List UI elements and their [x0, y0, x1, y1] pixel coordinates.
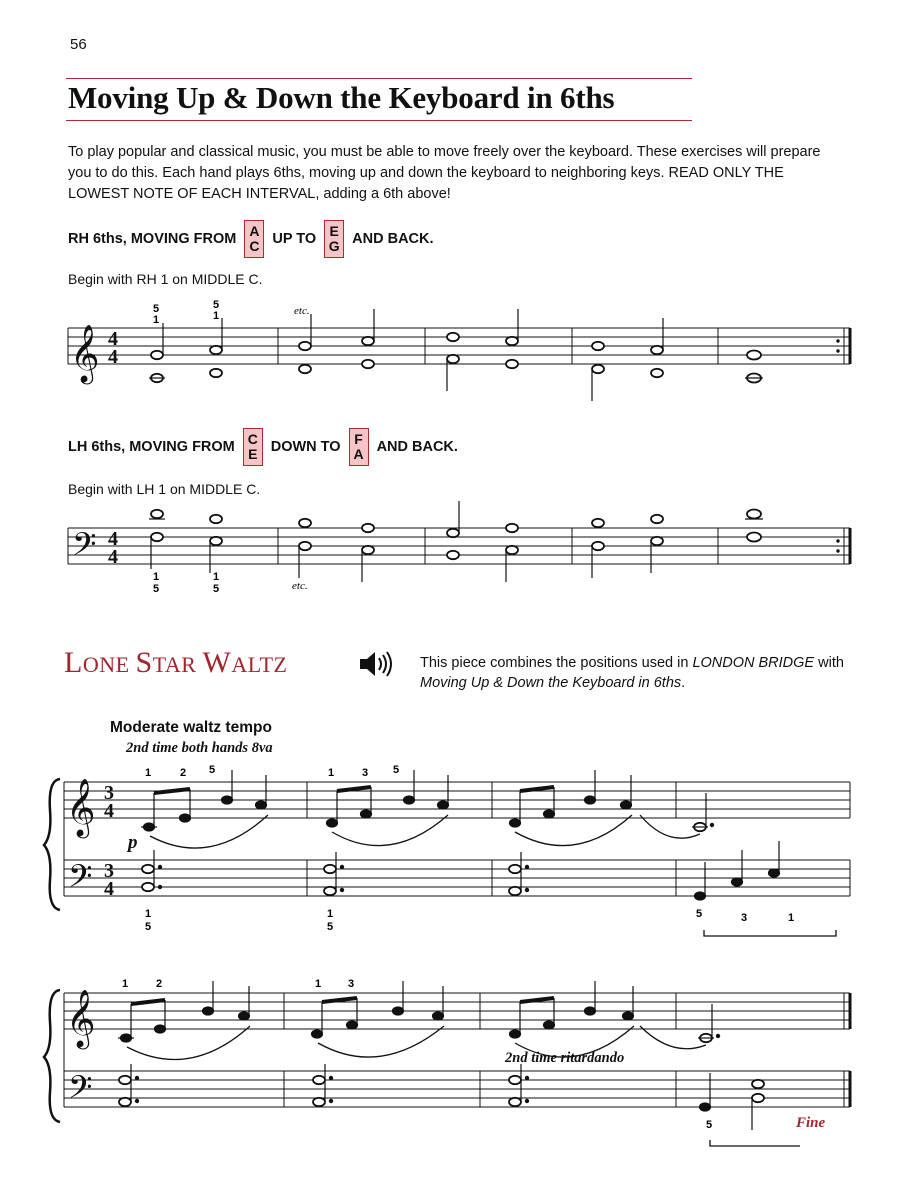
lh-label-end: AND BACK. — [376, 439, 458, 455]
w1-lh-finger-2: 5 — [145, 921, 152, 933]
octave-instruction: 2nd time both hands 8va — [126, 740, 273, 756]
rh-label-end: AND BACK. — [352, 231, 434, 247]
lh-begin-instruction: Begin with LH 1 on MIDDLE C. — [68, 481, 261, 497]
waltz-desc-part2: with — [814, 655, 844, 671]
waltz-title-l: L — [64, 646, 83, 679]
waltz-title-s: S — [135, 646, 153, 679]
ritardando-instruction: 2nd time ritardando — [505, 1050, 625, 1066]
lh-finger-4: 5 — [213, 583, 220, 595]
lh-label-start: LH 6ths, MOVING FROM — [68, 439, 235, 455]
waltz-rh-time-top: 3 — [104, 782, 114, 804]
w1-lh-finger-5: 5 — [696, 908, 703, 920]
rh-finger-4: 1 — [213, 310, 220, 322]
rh-to-top: E — [329, 223, 339, 239]
w1-rh-finger-6: 5 — [393, 764, 400, 776]
waltz-desc-moving: Moving Up & Down the Keyboard in 6ths — [420, 675, 682, 691]
lh-to-top: F — [354, 431, 363, 447]
w2-rh-finger-4: 3 — [348, 978, 355, 990]
rh-exercise-notes — [151, 333, 761, 383]
lh-from-top: C — [247, 431, 258, 447]
w1-rh-finger-2: 2 — [180, 767, 187, 779]
waltz2-bass-clef-icon: 𝄢 — [68, 1069, 93, 1113]
w1-rh-finger-4: 1 — [328, 767, 335, 779]
rh-label-start: RH 6ths, MOVING FROM — [68, 231, 237, 247]
rh-time-bottom: 4 — [108, 346, 118, 368]
waltz-desc-london-bridge: LONDON BRIDGE — [692, 655, 815, 671]
lh-from-bottom: E — [248, 446, 258, 462]
rh-begin-instruction: Begin with RH 1 on MIDDLE C. — [68, 271, 263, 287]
rh-finger-1: 5 — [153, 303, 160, 315]
page-title: Moving Up & Down the Keyboard in 6ths — [68, 80, 615, 115]
w1-lh-finger-7: 1 — [788, 912, 795, 924]
tempo-marking: Moderate waltz tempo — [110, 719, 272, 736]
rh-from-top: A — [249, 223, 260, 239]
waltz2-treble-clef-icon: 𝄞 — [66, 989, 96, 1047]
lh-finger-1: 1 — [153, 571, 160, 583]
rh-finger-3: 5 — [213, 299, 220, 311]
treble-clef-icon: 𝄞 — [70, 324, 100, 382]
w1-lh-finger-1: 1 — [145, 908, 152, 920]
w2-rh-finger-2: 2 — [156, 978, 163, 990]
waltz-rh-time-bottom: 4 — [104, 800, 114, 822]
waltz-lh-time-bottom: 4 — [104, 878, 114, 900]
lh-time-bottom: 4 — [108, 546, 118, 568]
rh-label-mid: UP TO — [272, 231, 317, 247]
lh-to-bottom: A — [353, 446, 364, 462]
lh-label-mid: DOWN TO — [270, 439, 341, 455]
w2-rh-finger-1: 1 — [122, 978, 129, 990]
w2-lh-finger-1: 5 — [706, 1119, 713, 1131]
page-number: 56 — [70, 36, 87, 53]
rh-etc: etc. — [294, 305, 310, 317]
w1-lh-finger-4: 5 — [327, 921, 334, 933]
waltz-desc-part1: This piece combines the positions used in — [420, 655, 693, 671]
w1-lh-finger-6: 3 — [741, 912, 748, 924]
intro-paragraph: To play popular and classical music, you must be able to move freely over the keyboard. These exercises will prepare you to do this. Each hand plays 6ths, moving up and down the keyboard to neighboring keys. READ ONLY THE LOWEST NOTE OF EACH INTERVAL, adding a 6th above! — [68, 144, 821, 202]
rh-time-top: 4 — [108, 328, 118, 350]
lh-finger-3: 1 — [213, 571, 220, 583]
dynamic-piano: p — [128, 832, 138, 853]
lh-time-top: 4 — [108, 528, 118, 550]
w1-lh-finger-3: 1 — [327, 908, 334, 920]
w1-rh-finger-1: 1 — [145, 767, 152, 779]
w1-rh-finger-3: 5 — [209, 764, 216, 776]
rh-from-bottom: C — [249, 238, 260, 254]
w1-rh-finger-5: 3 — [362, 767, 369, 779]
fine-marking: Fine — [796, 1115, 826, 1131]
waltz-system-1 — [44, 779, 850, 910]
waltz-treble-clef-icon: 𝄞 — [66, 778, 96, 836]
waltz-title-w: W — [202, 646, 232, 679]
waltz-title-tar: TAR — [152, 652, 203, 677]
waltz-bass-clef-icon: 𝄢 — [68, 858, 93, 902]
lh-finger-2: 5 — [153, 583, 160, 595]
waltz-title-one: ONE — [82, 652, 136, 677]
lh-etc: etc. — [292, 580, 308, 592]
rh-to-bottom: G — [328, 238, 340, 254]
rh-finger-2: 1 — [153, 314, 160, 326]
waltz-lh-time-top: 3 — [104, 860, 114, 882]
waltz-title-altz: ALTZ — [231, 652, 288, 677]
w2-rh-finger-3: 1 — [315, 978, 322, 990]
lh-exercise-notes — [151, 510, 761, 560]
waltz-desc-part3: . — [681, 675, 686, 691]
bass-clef-icon: 𝄢 — [72, 526, 97, 570]
